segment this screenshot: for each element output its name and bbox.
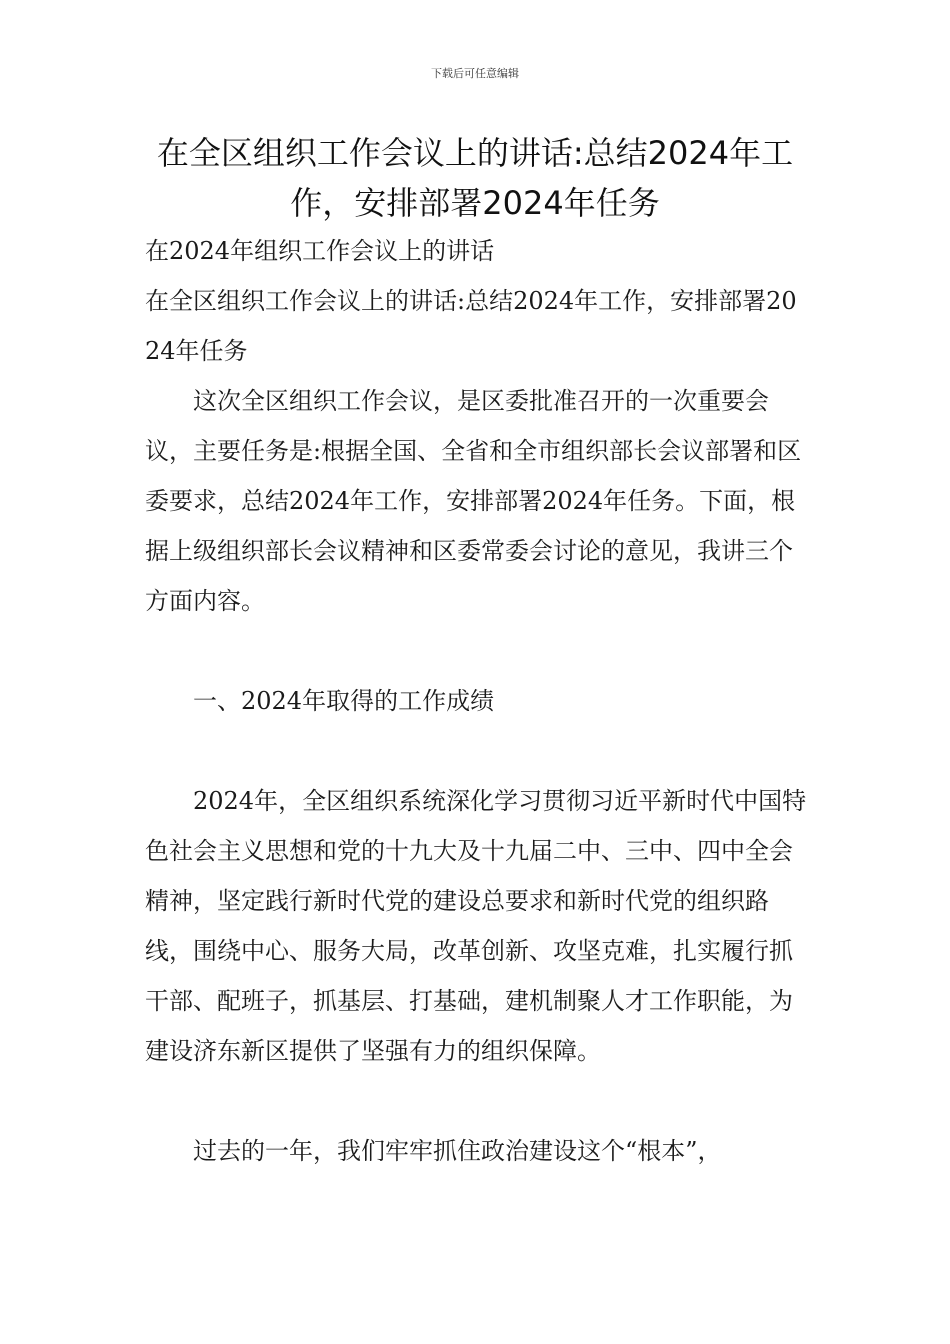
header-note: 下载后可任意编辑 <box>431 67 519 80</box>
paragraph-spacer <box>145 726 807 776</box>
paragraph-spacer <box>145 626 807 676</box>
subtitle-line: 在全区组织工作会议上的讲话:总结2024年工作，安排部署2024年任务 <box>145 287 797 365</box>
section-heading: 一、2024年取得的工作成绩 <box>193 687 495 715</box>
body-paragraph: 过去的一年，我们牢牢抓住政治建设这个“根本”， <box>193 1137 722 1165</box>
body-paragraph: 2024年，全区组织系统深化学习贯彻习近平新时代中国特色社会主义思想和党的十九大及十九届二中、三中、四中全会精神，坚定践行新时代党的建设总要求和新时代党的组织路线，围绕中心、服务大局，改革创新、攻坚克难，扎实履行抓干部、配班子，抓基层、打基础，建机制聚人才工作职能，为建设济东新区提供了坚强有力的组织保障。 <box>145 787 807 1065</box>
document-title: 在全区组织工作会议上的讲话:总结2024年工作，安排部署2024年任务 <box>156 134 794 222</box>
intro-paragraph: 这次全区组织工作会议，是区委批准召开的一次重要会议，主要任务是:根据全国、全省和全市组织部长会议部署和区委要求，总结2024年工作，安排部署2024年任务。下面，根据上级组织部长会议精神和区委常委会讨论的意见，我讲三个方面内容。 <box>145 387 802 615</box>
document-body <box>145 226 807 1176</box>
paragraph-spacer <box>145 1076 807 1126</box>
subtitle-line: 在2024年组织工作会议上的讲话 <box>145 237 495 265</box>
